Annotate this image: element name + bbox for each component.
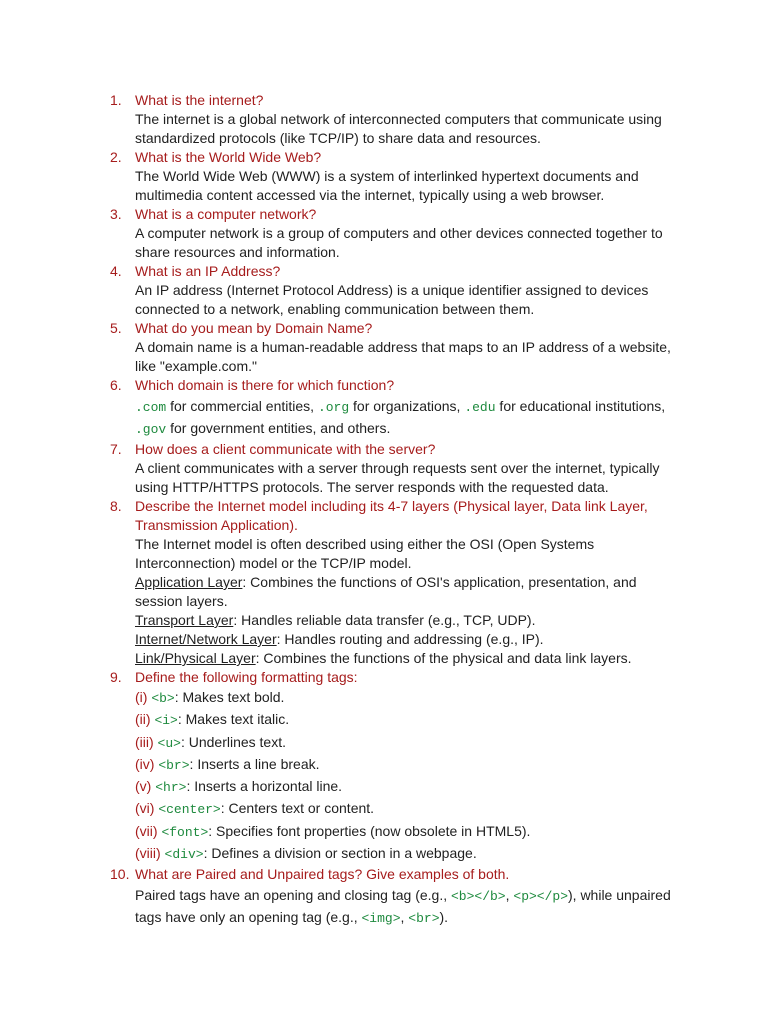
tag-desc: : Centers text or content. <box>220 800 375 817</box>
question: Which domain is there for which function? <box>135 377 395 393</box>
layer-name: Link/Physical Layer <box>135 650 256 666</box>
tag-code: <u> <box>157 735 181 751</box>
tag-desc: : Inserts a horizontal line. <box>186 778 343 795</box>
list-item <box>110 668 680 865</box>
question: How does a client communicate with the server? <box>135 441 436 457</box>
item-number: 4. <box>110 263 122 279</box>
item-number: 3. <box>110 206 122 222</box>
tag-code: <hr> <box>155 780 187 796</box>
roman-numeral: (vi) <box>135 800 159 817</box>
code-gov: .gov <box>135 422 167 437</box>
roman-numeral: (i) <box>135 689 152 705</box>
item-number: 2. <box>110 149 122 165</box>
layer-name: Transport Layer <box>135 612 234 628</box>
code-org: .org <box>317 400 350 415</box>
tag-line <box>135 776 680 798</box>
roman-numeral: (viii) <box>135 845 165 862</box>
answer: A client communicates with a server through requests sent over the internet, typically using HTTP/HTTPS protocols. The server responds with the requested data. <box>135 460 660 495</box>
answer <box>135 885 680 929</box>
list-item <box>110 440 680 497</box>
list-item <box>110 319 680 376</box>
answer <box>135 396 680 440</box>
layer-line <box>135 649 680 668</box>
roman-numeral: (iv) <box>135 755 159 772</box>
answer-text: for educational institutions, <box>495 398 666 414</box>
item-number: 8. <box>110 498 122 514</box>
tag-line <box>135 709 680 731</box>
question: Define the following formatting tags: <box>135 669 358 685</box>
list-item <box>110 376 680 440</box>
layer-desc: : Handles reliable data transfer (e.g., TCP, UDP). <box>233 612 536 628</box>
answer-text: for government entities, and others. <box>166 420 391 436</box>
roman-numeral: (vii) <box>135 822 162 839</box>
list-item <box>110 205 680 262</box>
list-item <box>110 497 680 668</box>
layer-desc: : Combines the functions of OSI's application, presentation, and session layers. <box>135 574 637 609</box>
document-body <box>110 91 680 929</box>
answer-text: for organizations, <box>349 398 465 414</box>
tag-code: <b> <box>151 691 175 706</box>
tag-desc: : Makes text italic. <box>177 711 290 728</box>
tag-desc: : Specifies font properties (now obsolete in HTML5). <box>208 822 531 839</box>
answer: An IP address (Internet Protocol Address) is a unique identifier assigned to devices connected to a network, enabling communication between them. <box>135 282 649 317</box>
question: What are Paired and Unpaired tags? Give examples of both. <box>135 866 510 883</box>
item-number: 7. <box>110 441 122 457</box>
roman-numeral: (iii) <box>135 733 158 750</box>
answer: A computer network is a group of computers and other devices connected together to share resources and information. <box>135 225 663 260</box>
item-number: 6. <box>110 377 122 393</box>
question: Describe the Internet model including its 4-7 layers (Physical layer, Data link Layer, Transmission Application). <box>135 498 648 533</box>
question: What do you mean by Domain Name? <box>135 320 373 336</box>
tag-desc: : Underlines text. <box>180 733 287 750</box>
question: What is the World Wide Web? <box>135 149 322 165</box>
list-item <box>110 91 680 148</box>
layer-line <box>135 573 680 611</box>
layer-desc: : Combines the functions of the physical and data link layers. <box>255 650 632 666</box>
answer: The internet is a global network of interconnected computers that communicate using standardized protocols (like TCP/IP) to share data and resources. <box>135 111 662 146</box>
answer-text: , <box>400 909 409 926</box>
item-number: 9. <box>110 669 122 685</box>
question: What is an IP Address? <box>135 263 281 279</box>
layer-name: Application Layer <box>135 574 243 590</box>
tag-line <box>135 754 680 776</box>
layer-desc: : Handles routing and addressing (e.g., IP). <box>276 631 544 647</box>
question: What is the internet? <box>135 92 264 108</box>
code-edu: .edu <box>464 400 496 415</box>
layer-line <box>135 611 680 630</box>
question: What is a computer network? <box>135 206 317 222</box>
layer-name: Internet/Network Layer <box>135 631 277 647</box>
tag-code: <br> <box>158 757 190 773</box>
roman-numeral: (ii) <box>135 711 155 728</box>
tag-line <box>135 687 680 709</box>
answer-text: for commercial entities, <box>166 398 318 414</box>
answer-intro: The Internet model is often described using either the OSI (Open Systems Interconnection) model or the TCP/IP model. <box>135 536 595 571</box>
tag-code: <div> <box>164 847 204 863</box>
code-com: .com <box>135 400 167 415</box>
tag-desc: : Defines a division or section in a webpage. <box>203 845 477 862</box>
tag-line <box>135 732 680 754</box>
list-item <box>110 262 680 319</box>
answer: A domain name is a human-readable address that maps to an IP address of a website, like "example.com." <box>135 339 671 374</box>
list-item <box>110 865 680 929</box>
tag-code: <img> <box>361 911 401 927</box>
item-number: 1. <box>110 92 122 108</box>
list-item <box>110 148 680 205</box>
tag-line <box>135 798 680 820</box>
tag-code: <b></b> <box>451 889 506 905</box>
item-number: 5. <box>110 320 122 336</box>
roman-numeral: (v) <box>135 778 156 795</box>
answer-text: , <box>505 887 514 904</box>
answer: The World Wide Web (WWW) is a system of interlinked hypertext documents and multimedia content accessed via the internet, typically using a web browser. <box>135 168 639 203</box>
answer-text: ), while unpaired tags have only an opening tag (e.g., <box>135 887 671 926</box>
tag-line <box>135 843 680 865</box>
answer-text: Paired tags have an opening and closing tag (e.g., <box>135 887 451 904</box>
tag-desc: : Makes text bold. <box>174 689 285 705</box>
tag-code: <br> <box>408 911 440 927</box>
tag-code: <i> <box>154 713 178 729</box>
layer-line <box>135 630 680 649</box>
tag-code: <p></p> <box>513 889 568 905</box>
tag-code: <center> <box>158 802 221 818</box>
tag-line <box>135 821 680 843</box>
answer-text: ). <box>439 909 449 926</box>
tag-code: <font> <box>161 824 209 840</box>
item-number: 10. <box>110 866 130 883</box>
tag-desc: : Inserts a line break. <box>189 755 320 772</box>
